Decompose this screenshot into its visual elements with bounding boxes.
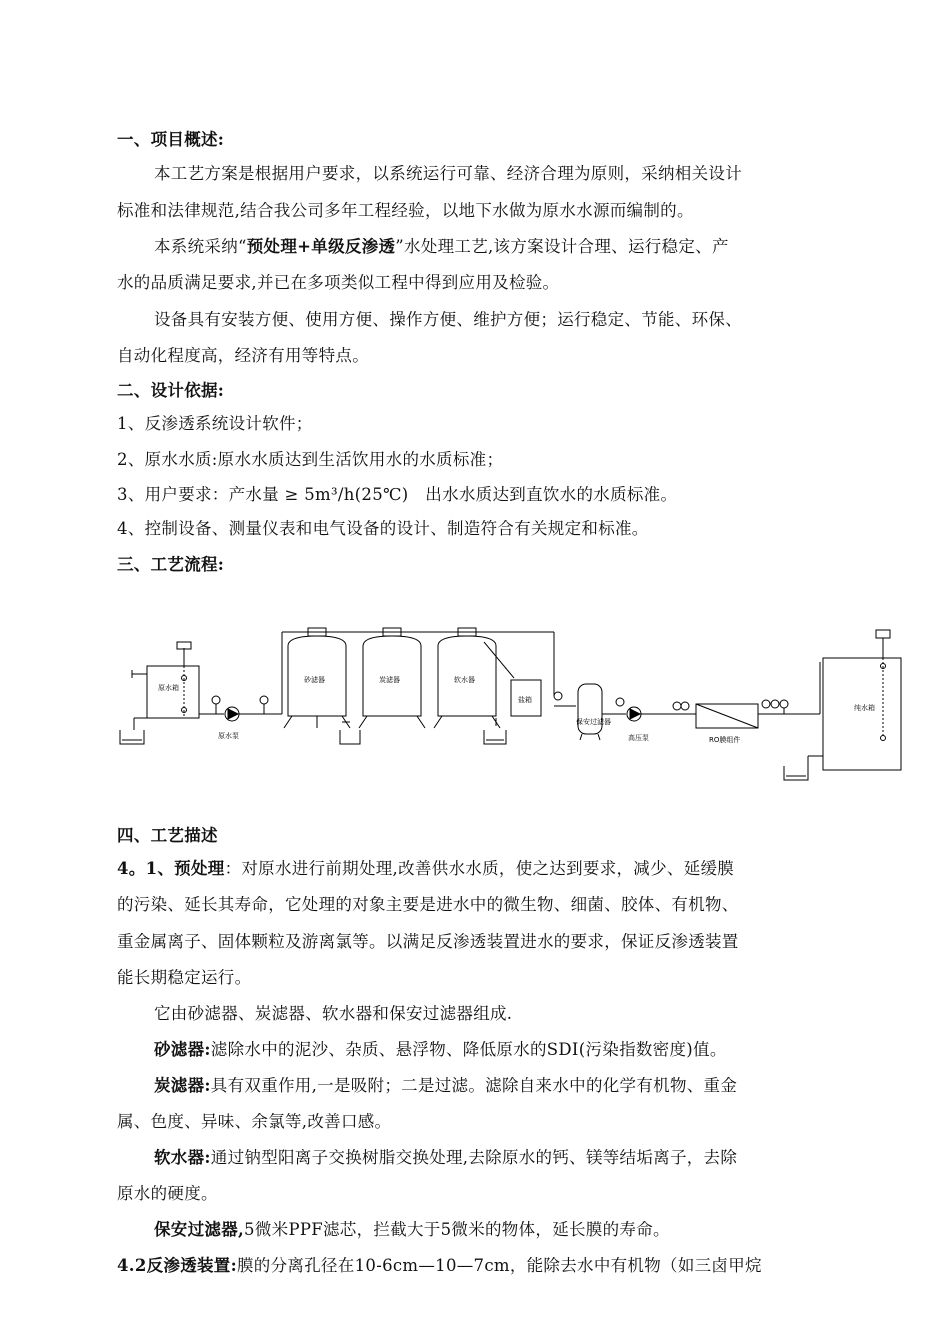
basis-item-2: 2、原水水质:原水水质达到生活饮用水的水质标准； xyxy=(117,450,504,469)
process-flow-diagram xyxy=(114,618,904,788)
label-security-filter: 保安过滤器 xyxy=(576,718,611,726)
sand-filter-desc: 砂滤器:滤除水中的泥沙、杂质、悬浮物、降低原水的SDI(污染指数密度)值。 xyxy=(154,1040,727,1059)
paragraph-1-line-1: 本工艺方案是根据用户要求，以系统运行可靠、经济合理为原则，采纳相关设计 xyxy=(154,164,742,183)
softener-desc-2: 原水的硬度。 xyxy=(117,1184,218,1203)
label-hp-pump: 高压泵 xyxy=(628,734,649,742)
softener-desc: 软水器:通过钠型阳离子交换树脂交换处理,去除原水的钙、镁等结垢离子，去除 xyxy=(154,1148,738,1167)
basis-item-1: 1、反渗透系统设计软件； xyxy=(117,414,313,433)
paragraph-2-line-1: 本系统采纳“预处理+单级反渗透”水处理工艺,该方案设计合理、运行稳定、产 xyxy=(154,237,729,256)
security-filter-shape xyxy=(578,684,602,734)
basis-item-4: 4、控制设备、测量仪表和电气设备的设计、制造符合有关规定和标准。 xyxy=(117,519,649,538)
raw-tank-shape xyxy=(147,666,199,718)
paragraph-3-line-2: 自动化程度高，经济有用等特点。 xyxy=(117,346,369,365)
pretreat-line-4: 能长期稳定运行。 xyxy=(117,968,252,987)
paragraph-2-line-2: 水的品质满足要求,并已在多项类似工程中得到应用及检验。 xyxy=(117,273,560,292)
label-sand-filter: 砂滤器 xyxy=(304,676,325,684)
pure-tank-shape xyxy=(823,658,901,770)
ro-device-desc: 4.2反渗透装置:膜的分离孔径在10-6cm—10—7cm，能除去水中有机物（如三卤甲烷 xyxy=(117,1256,762,1275)
security-filter-desc: 保安过滤器,5微米PPF滤芯，拦截大于5微米的物体，延长膜的寿命。 xyxy=(154,1220,670,1239)
section-2-heading: 二、设计依据: xyxy=(117,381,225,400)
paragraph-1-line-2: 标准和法律规范,结合我公司多年工程经验，以地下水做为原水水源而编制的。 xyxy=(117,201,694,220)
label-softener: 软水器 xyxy=(454,676,475,684)
label-salt-tank: 盐箱 xyxy=(518,696,532,704)
carbon-filter-desc-2: 属、色度、异味、余氯等,改善口感。 xyxy=(117,1112,392,1131)
components-line: 它由砂滤器、炭滤器、软水器和保安过滤器组成. xyxy=(154,1004,513,1023)
paragraph-3-line-1: 设备具有安装方便、使用方便、操作方便、维护方便；运行稳定、节能、环保、 xyxy=(154,310,742,329)
label-raw-pump: 原水泵 xyxy=(218,732,239,740)
pretreat-line-1: 4。1、预处理：对原水进行前期处理,改善供水水质，使之达到要求，减少、延缓膜 xyxy=(117,859,735,878)
label-ro-module: RO膜组件 xyxy=(709,736,741,744)
pretreat-line-3: 重金属离子、固体颗粒及游离氯等。以满足反渗透装置进水的要求，保证反渗透装置 xyxy=(117,932,739,951)
basis-item-3: 3、用户要求：产水量 ≥ 5m³/h(25℃) 出水水质达到直饮水的水质标准。 xyxy=(117,485,678,504)
section-4-heading: 四、工艺描述 xyxy=(117,826,218,845)
label-raw-tank: 原水箱 xyxy=(158,684,179,692)
label-pure-tank: 纯水箱 xyxy=(854,704,875,712)
section-3-heading: 三、工艺流程: xyxy=(117,555,225,574)
pretreat-line-2: 的污染、延长其寿命，它处理的对象主要是进水中的微生物、细菌、胶体、有机物、 xyxy=(117,895,739,914)
bold-process-name: 预处理+单级反渗透 xyxy=(246,237,396,256)
section-1-heading: 一、项目概述: xyxy=(117,130,225,149)
label-carbon-filter: 炭滤器 xyxy=(379,676,400,684)
carbon-filter-desc: 炭滤器:具有双重作用,一是吸附；二是过滤。滤除自来水中的化学有机物、重金 xyxy=(154,1076,738,1095)
